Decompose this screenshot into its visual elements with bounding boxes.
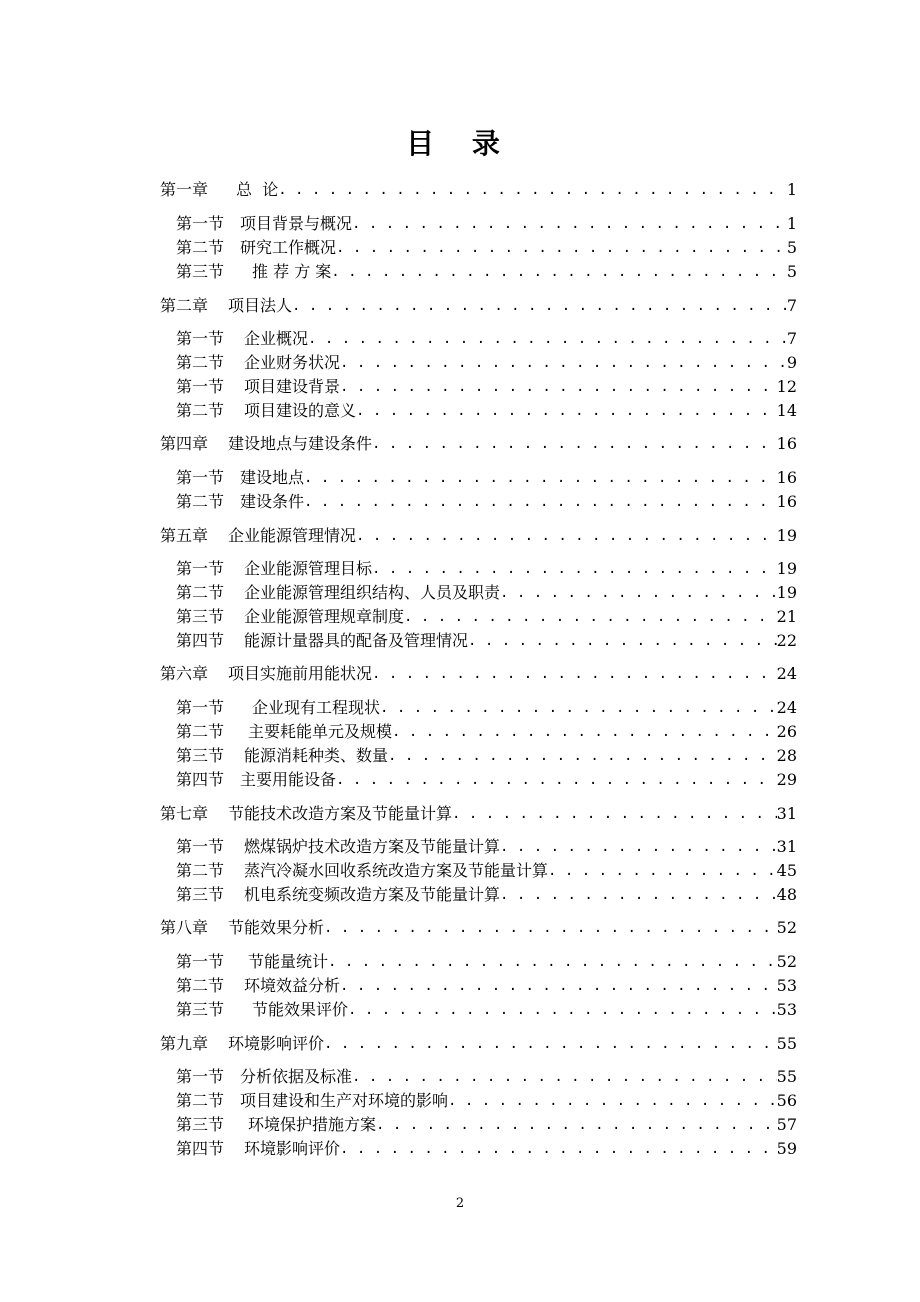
toc-entry-title: 环境效益分析	[244, 976, 341, 995]
toc-section-entry[interactable]	[176, 488, 797, 512]
toc-entry-title: 能源计量器具的配备及管理情况	[244, 631, 469, 650]
toc-dot-leader	[340, 976, 777, 996]
page-number: 2	[455, 1196, 465, 1211]
toc-section-entry[interactable]	[176, 881, 797, 905]
toc-dot-leader	[404, 607, 777, 627]
toc-entry-number: 第二节	[176, 401, 225, 420]
toc-entry-title: 节能效果分析	[228, 918, 325, 937]
toc-section-entry[interactable]	[176, 1135, 797, 1159]
toc-entry-page: 59	[776, 1139, 797, 1158]
toc-dot-leader	[352, 1067, 777, 1087]
toc-entry-number: 第二节	[176, 722, 225, 741]
toc-chapter-entry[interactable]	[160, 1030, 797, 1054]
toc-entry-page: 55	[776, 1034, 797, 1053]
toc-entry-page: 52	[776, 918, 797, 937]
toc-section-entry[interactable]	[176, 397, 797, 421]
toc-entry-page: 28	[776, 746, 797, 765]
toc-entry-number: 第七章	[160, 804, 209, 823]
toc-entry-page: 31	[776, 804, 797, 823]
toc-section-entry[interactable]	[176, 948, 797, 972]
toc-section-entry[interactable]	[176, 210, 797, 234]
toc-entry-title: 主要耗能单元及规模	[248, 722, 393, 741]
toc-entry-number: 第二节	[176, 861, 225, 880]
toc-entry-number: 第四节	[176, 1139, 225, 1158]
toc-entry-title: 项目法人	[228, 296, 293, 315]
toc-entry-title: 项目建设背景	[244, 377, 341, 396]
toc-dot-leader	[372, 664, 777, 684]
toc-entry-number: 第四节	[176, 770, 225, 789]
toc-section-entry[interactable]	[176, 627, 797, 651]
toc-section-entry[interactable]	[176, 373, 797, 397]
toc-dot-leader	[304, 492, 777, 512]
toc-chapter-entry[interactable]	[160, 522, 797, 546]
toc-entry-number: 第一节	[176, 952, 225, 971]
toc-dot-leader	[331, 262, 787, 282]
toc-section-entry[interactable]	[176, 972, 797, 996]
toc-section-entry[interactable]	[176, 742, 797, 766]
toc-entry-page: 48	[776, 885, 797, 904]
toc-chapter-entry[interactable]	[160, 292, 797, 316]
toc-entry-title: 企业能源管理情况	[228, 526, 357, 545]
toc-chapter-entry[interactable]	[160, 800, 797, 824]
toc-entry-number: 第二节	[176, 1091, 225, 1110]
toc-dot-leader	[340, 353, 787, 373]
toc-entry-page: 16	[776, 434, 797, 453]
toc-entry-page: 24	[776, 664, 797, 683]
toc-entry-page: 22	[776, 631, 797, 650]
toc-section-entry[interactable]	[176, 718, 797, 742]
toc-dot-leader	[356, 526, 777, 546]
toc-entry-page: 1	[786, 214, 797, 233]
toc-entry-title: 节能效果评价	[252, 1000, 349, 1019]
toc-section-entry[interactable]	[176, 325, 797, 349]
toc-entry-page: 56	[776, 1091, 797, 1110]
toc-entry-number: 第三节	[176, 262, 225, 281]
toc-chapter-entry[interactable]	[160, 914, 797, 938]
toc-entry-number: 第三节	[176, 885, 225, 904]
toc-dot-leader	[356, 401, 777, 421]
toc-dot-leader	[348, 1000, 777, 1020]
toc-dot-leader	[292, 296, 787, 316]
toc-entry-title: 建设条件	[240, 492, 305, 511]
toc-entry-page: 26	[776, 722, 797, 741]
toc-entry-title: 企业能源管理目标	[244, 559, 373, 578]
toc-entry-title: 建设地点与建设条件	[228, 434, 373, 453]
toc-section-entry[interactable]	[176, 766, 797, 790]
toc-entry-number: 第一节	[176, 1067, 225, 1086]
toc-entry-number: 第一节	[176, 329, 225, 348]
toc-entry-title: 分析依据及标准	[240, 1067, 353, 1086]
page-title: 目 录	[406, 127, 514, 160]
toc-dot-leader	[380, 698, 777, 718]
toc-entry-title: 主要用能设备	[240, 770, 337, 789]
toc-entry-title: 环境影响评价	[244, 1139, 341, 1158]
toc-entry-title: 项目背景与概况	[240, 214, 353, 233]
toc-entry-title: 研究工作概况	[240, 238, 337, 257]
toc-dot-leader	[372, 559, 777, 579]
toc-dot-leader	[340, 377, 777, 397]
toc-entry-number: 第二章	[160, 296, 209, 315]
toc-entry-page: 55	[776, 1067, 797, 1086]
toc-section-entry[interactable]	[176, 349, 797, 373]
toc-entry-title: 蒸汽冷凝水回收系统改造方案及节能量计算	[244, 861, 549, 880]
toc-entry-title: 燃煤锅炉技术改造方案及节能量计算	[244, 837, 501, 856]
toc-entry-number: 第二节	[176, 353, 225, 372]
toc-dot-leader	[548, 861, 777, 881]
toc-entry-page: 19	[776, 559, 797, 578]
toc-section-entry[interactable]	[176, 857, 797, 881]
toc-entry-page: 52	[776, 952, 797, 971]
toc-entry-title: 企业现有工程现状	[252, 698, 381, 717]
toc-entry-title: 企业财务状况	[244, 353, 341, 372]
toc-entry-number: 第二节	[176, 976, 225, 995]
toc-entry-page: 7	[786, 329, 797, 348]
toc-entry-page: 57	[776, 1115, 797, 1134]
toc-dot-leader	[448, 1091, 777, 1111]
toc-dot-leader	[468, 631, 777, 651]
toc-dot-leader	[336, 238, 787, 258]
toc-entry-number: 第一节	[176, 837, 225, 856]
toc-entry-page: 19	[776, 526, 797, 545]
toc-entry-number: 第六章	[160, 664, 209, 683]
toc-entry-number: 第一节	[176, 698, 225, 717]
toc-section-entry[interactable]	[176, 1063, 797, 1087]
toc-entry-page: 53	[776, 1000, 797, 1019]
toc-dot-leader	[500, 885, 777, 905]
toc-entry-number: 第三节	[176, 1115, 225, 1134]
toc-entry-page: 9	[786, 353, 797, 372]
toc-entry-title: 建设地点	[240, 468, 305, 487]
toc-dot-leader	[452, 804, 777, 824]
toc-entry-number: 第一节	[176, 559, 225, 578]
toc-entry-number: 第三节	[176, 1000, 225, 1019]
toc-dot-leader	[308, 329, 787, 349]
toc-entry-title: 总 论	[236, 180, 279, 199]
toc-entry-page: 53	[776, 976, 797, 995]
toc-dot-leader	[376, 1115, 777, 1135]
toc-entry-title: 项目建设和生产对环境的影响	[240, 1091, 449, 1110]
toc-section-entry[interactable]	[176, 996, 797, 1020]
toc-entry-title: 环境影响评价	[228, 1034, 325, 1053]
toc-dot-leader	[336, 770, 777, 790]
toc-entry-page: 5	[786, 262, 797, 281]
toc-dot-leader	[392, 722, 777, 742]
toc-section-entry[interactable]	[176, 1111, 797, 1135]
toc-section-entry[interactable]	[176, 464, 797, 488]
toc-entry-page: 12	[776, 377, 797, 396]
toc-entry-number: 第二节	[176, 583, 225, 602]
toc-entry-title: 企业能源管理组织结构、人员及职责	[244, 583, 501, 602]
toc-entry-number: 第二节	[176, 238, 225, 257]
toc-section-entry[interactable]	[176, 833, 797, 857]
toc-section-entry[interactable]	[176, 579, 797, 603]
toc-entry-title: 项目建设的意义	[244, 401, 357, 420]
toc-entry-title: 项目实施前用能状况	[228, 664, 373, 683]
toc-section-entry[interactable]	[176, 1087, 797, 1111]
toc-entry-page: 19	[776, 583, 797, 602]
toc-entry-page: 1	[786, 180, 797, 199]
toc-entry-number: 第五章	[160, 526, 209, 545]
toc-dot-leader	[500, 837, 777, 857]
toc-entry-page: 21	[776, 607, 797, 626]
toc-entry-title: 节能量统计	[248, 952, 329, 971]
toc-entry-page: 45	[776, 861, 797, 880]
toc-entry-title: 节能技术改造方案及节能量计算	[228, 804, 453, 823]
toc-chapter-entry[interactable]	[160, 176, 797, 200]
toc-entry-title: 企业能源管理规章制度	[244, 607, 405, 626]
toc-entry-title: 环境保护措施方案	[248, 1115, 377, 1134]
toc-entry-page: 5	[786, 238, 797, 257]
toc-entry-number: 第九章	[160, 1034, 209, 1053]
toc-entry-number: 第一节	[176, 377, 225, 396]
toc-entry-page: 7	[786, 296, 797, 315]
toc-entry-page: 31	[776, 837, 797, 856]
toc-section-entry[interactable]	[176, 234, 797, 258]
toc-chapter-entry[interactable]	[160, 660, 797, 684]
toc-chapter-entry[interactable]	[160, 430, 797, 454]
toc-dot-leader	[352, 214, 787, 234]
toc-entry-number: 第一节	[176, 468, 225, 487]
toc-entry-page: 16	[776, 492, 797, 511]
toc-entry-number: 第二节	[176, 492, 225, 511]
toc-dot-leader	[278, 180, 787, 200]
toc-entry-number: 第一章	[160, 180, 209, 199]
toc-entry-page: 29	[776, 770, 797, 789]
toc-dot-leader	[324, 1034, 777, 1054]
toc-dot-leader	[388, 746, 777, 766]
toc-entry-page: 16	[776, 468, 797, 487]
toc-entry-title: 推 荐 方 案	[252, 262, 332, 281]
toc-entry-number: 第八章	[160, 918, 209, 937]
toc-dot-leader	[324, 918, 777, 938]
toc-entry-title: 企业概况	[244, 329, 309, 348]
toc-dot-leader	[328, 952, 777, 972]
toc-dot-leader	[304, 468, 777, 488]
toc-dot-leader	[372, 434, 777, 454]
toc-entry-page: 14	[776, 401, 797, 420]
toc-entry-number: 第四章	[160, 434, 209, 453]
toc-entry-number: 第四节	[176, 631, 225, 650]
toc-entry-number: 第三节	[176, 746, 225, 765]
toc-entry-title: 机电系统变频改造方案及节能量计算	[244, 885, 501, 904]
toc-entry-number: 第三节	[176, 607, 225, 626]
toc-section-entry[interactable]	[176, 603, 797, 627]
toc-section-entry[interactable]	[176, 694, 797, 718]
toc-entry-title: 能源消耗种类、数量	[244, 746, 389, 765]
toc-dot-leader	[340, 1139, 777, 1159]
toc-dot-leader	[500, 583, 777, 603]
toc-section-entry[interactable]	[176, 258, 797, 282]
toc-entry-number: 第一节	[176, 214, 225, 233]
toc-entry-page: 24	[776, 698, 797, 717]
toc-section-entry[interactable]	[176, 555, 797, 579]
